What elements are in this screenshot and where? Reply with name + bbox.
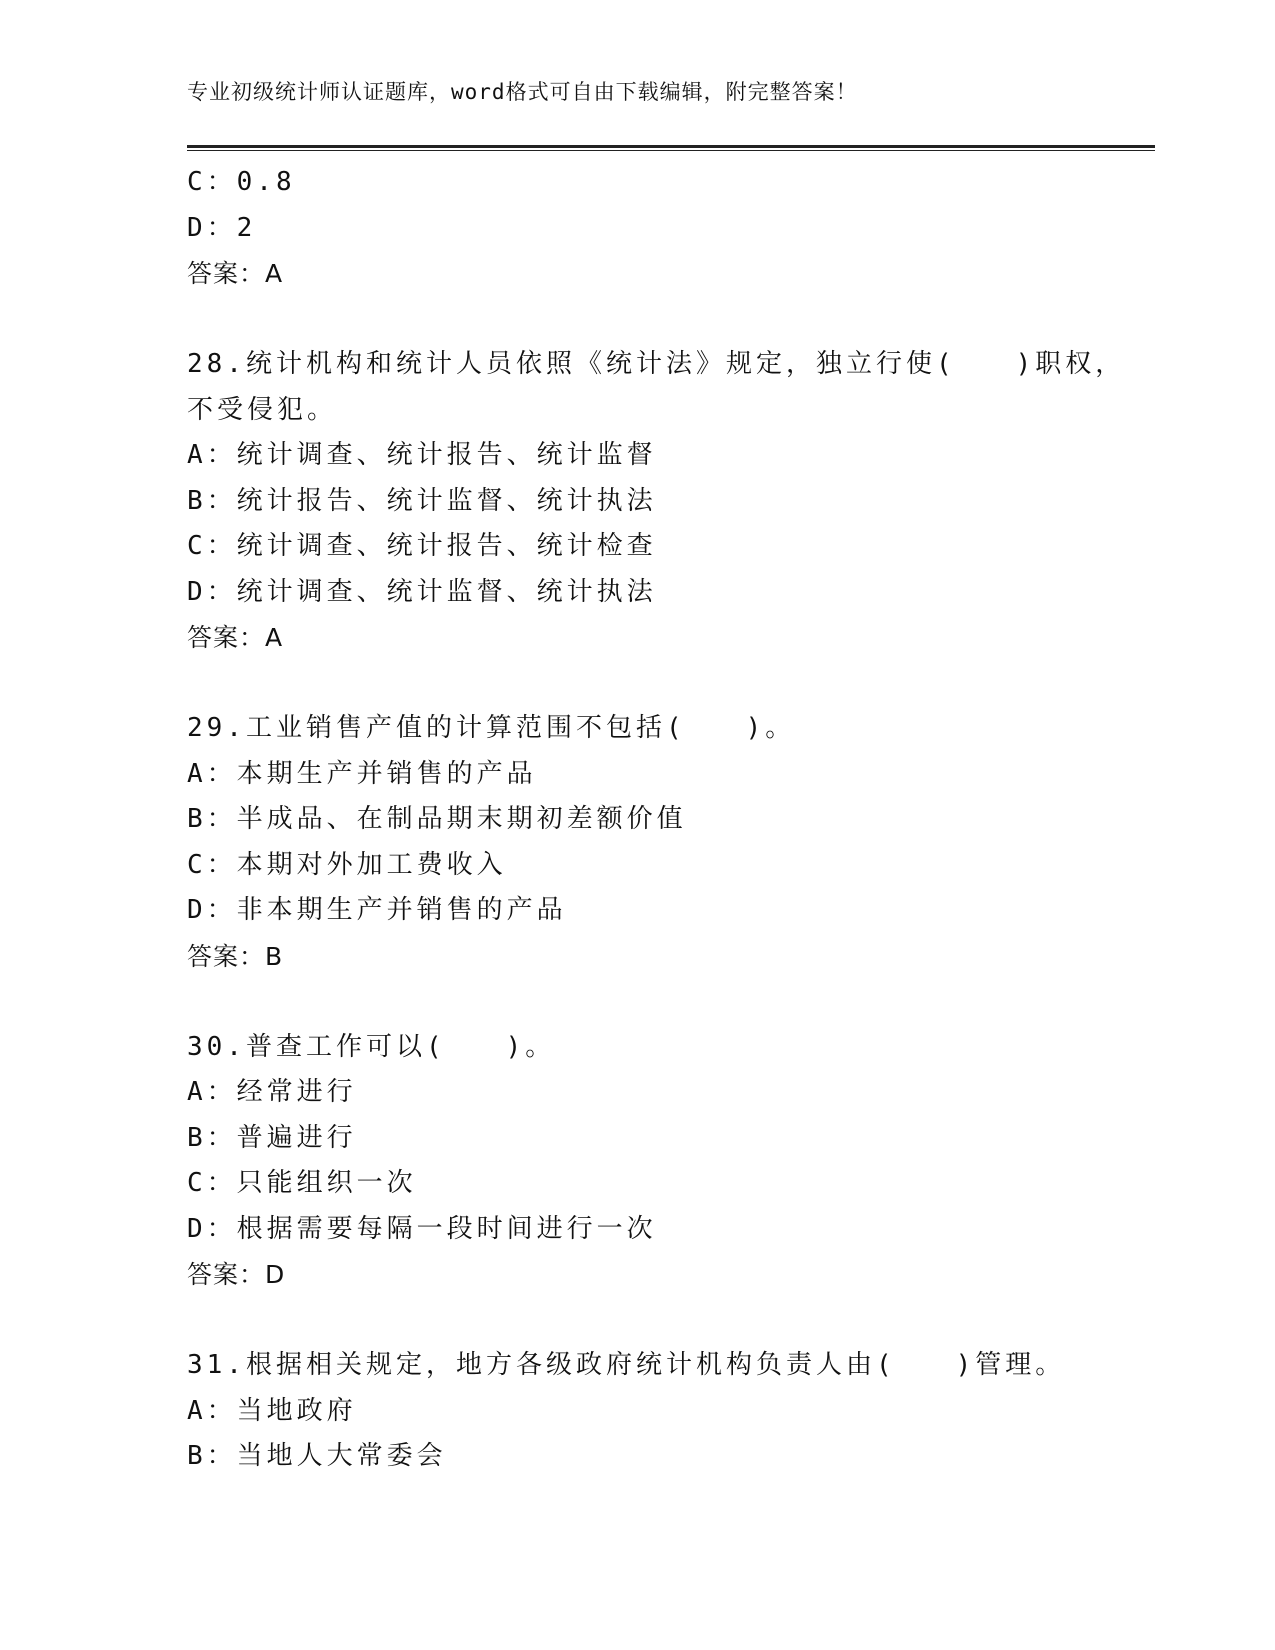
option-c: C：0.8 [187,167,296,197]
option-a: A：本期生产并销售的产品 [187,758,537,789]
option-d: D：2 [187,212,257,243]
option-c: C：只能组织一次 [187,1168,417,1198]
answer-line: 答案：A [187,623,284,652]
answer-line: 答案：A [187,259,284,288]
option-a: A：当地政府 [187,1395,357,1426]
question-30 [187,1025,1127,1298]
question-stem: 31.根据相关规定，地方各级政府统计机构负责人由( )管理。 [187,1350,1066,1380]
question-31 [187,1343,1127,1480]
question-29 [187,706,1127,979]
option-c: C：统计调查、统计报告、统计检查 [187,531,657,561]
option-b: B：普遍进行 [187,1122,357,1153]
question-stem-continued: 不受侵犯。 [187,394,338,425]
option-b: B：半成品、在制品期末期初差额价值 [187,804,687,834]
option-a: A：经常进行 [187,1077,357,1107]
option-d: D：统计调查、统计监督、统计执法 [187,576,657,607]
question-28 [187,342,1127,661]
option-a: A：统计调查、统计报告、统计监督 [187,440,657,470]
option-b: B：统计报告、统计监督、统计执法 [187,485,657,516]
page-header: 专业初级统计师认证题库，word格式可自由下载编辑，附完整答案！ [187,80,858,104]
answer-line: 答案：D [187,1260,286,1289]
question-content [187,160,1127,1480]
option-c: C：本期对外加工费收入 [187,849,507,880]
option-d: D：非本期生产并销售的产品 [187,895,567,925]
option-d: D：根据需要每隔一段时间进行一次 [187,1213,657,1244]
question-stem: 30.普查工作可以( )。 [187,1031,556,1062]
answer-line: 答案：B [187,941,284,971]
question-stem: 29.工业销售产值的计算范围不包括( )。 [187,713,796,743]
option-b: B：当地人大常委会 [187,1441,447,1471]
question-stem: 28.统计机构和统计人员依照《统计法》规定，独立行使( )职权， [187,349,1126,379]
header-divider [187,145,1155,151]
